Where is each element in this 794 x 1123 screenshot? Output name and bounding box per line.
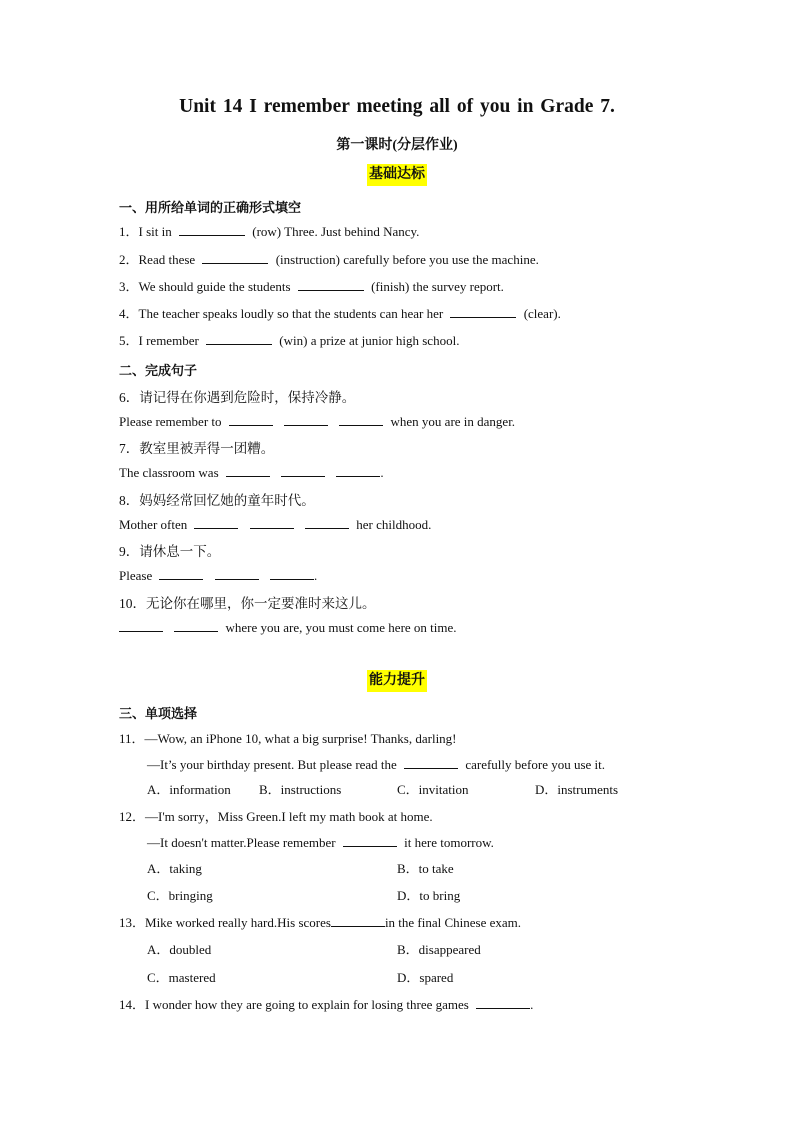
question-7: The classroom was . — [119, 465, 384, 480]
answer-blank[interactable] — [298, 278, 364, 291]
option-11-a[interactable]: A．information — [147, 782, 231, 797]
question-7-chinese: 7．教室里被弄得一团糟。 — [119, 441, 275, 456]
question-10: where you are, you must come here on time. — [119, 619, 457, 637]
option-13-b[interactable]: B．disappeared — [397, 942, 481, 957]
answer-blank[interactable] — [206, 332, 272, 345]
option-13-d[interactable]: D．spared — [397, 970, 454, 985]
option-12-a[interactable]: A．taking — [147, 861, 202, 876]
option-12-c[interactable]: C．bringing — [147, 888, 213, 903]
answer-blank[interactable] — [331, 914, 385, 927]
ability-badge-wrap — [0, 670, 794, 692]
question-4: 4．The teacher speaks loudly so that the students can hear her (clear). — [119, 306, 561, 321]
option-12-d[interactable]: D．to bring — [397, 888, 461, 903]
answer-blank[interactable] — [226, 464, 270, 477]
answer-blank[interactable] — [119, 619, 163, 632]
part2-heading: 二、完成句子 — [119, 363, 198, 378]
question-3: 3．We should guide the students (finish) the survey report. — [119, 279, 504, 294]
question-11: 11．—Wow, an iPhone 10, what a big surprise! Thanks, darling! — [119, 731, 457, 746]
question-8-chinese: 8．妈妈经常回忆她的童年时代。 — [119, 493, 315, 508]
answer-blank[interactable] — [159, 567, 203, 580]
answer-blank[interactable] — [250, 516, 294, 529]
answer-blank[interactable] — [404, 756, 458, 769]
page-title: Unit 14 I remember meeting all of you in Grade 7. — [179, 96, 615, 117]
option-13-c[interactable]: C．mastered — [147, 970, 216, 985]
question-8: Mother often her childhood. — [119, 517, 432, 532]
question-13: 13．Mike worked really hard.His scores in the final Chinese exam. — [119, 915, 522, 930]
page-subtitle: 第一课时(分层作业) — [336, 138, 458, 153]
answer-blank[interactable] — [336, 464, 380, 477]
answer-blank[interactable] — [339, 413, 383, 426]
option-13-a[interactable]: A．doubled — [147, 942, 212, 957]
answer-blank[interactable] — [202, 251, 268, 264]
answer-blank[interactable] — [305, 516, 349, 529]
answer-blank[interactable] — [174, 619, 218, 632]
ability-level-badge: 能力提升 — [367, 670, 427, 692]
answer-blank[interactable] — [281, 464, 325, 477]
answer-blank[interactable] — [450, 305, 516, 318]
answer-blank[interactable] — [229, 413, 273, 426]
answer-blank[interactable] — [284, 413, 328, 426]
part1-heading: 一、用所给单词的正确形式填空 — [119, 200, 302, 215]
basic-level-badge: 基础达标 — [367, 164, 427, 186]
question-1: 1．I sit in (row) Three. Just behind Nancy. — [119, 224, 420, 239]
answer-blank[interactable] — [179, 223, 245, 236]
question-9: Please . — [119, 568, 318, 583]
part3-heading: 三、单项选择 — [119, 706, 198, 721]
answer-blank[interactable] — [476, 996, 530, 1009]
basic-badge-wrap — [0, 164, 794, 186]
option-12-b[interactable]: B．to take — [397, 861, 454, 876]
option-11-b[interactable]: B．instructions — [259, 782, 342, 797]
answer-blank[interactable] — [343, 834, 397, 847]
question-11-line2: —It’s your birthday present. But please read the carefully before you use it. — [147, 757, 606, 772]
question-10-chinese: 10．无论你在哪里，你一定要准时来这儿。 — [119, 596, 376, 611]
question-12-line2: —It doesn't matter.Please remember it here tomorrow. — [147, 835, 494, 850]
question-12: 12．—I'm sorry，Miss Green.I left my math book at home. — [119, 809, 433, 824]
answer-blank[interactable] — [270, 567, 314, 580]
question-14: 14．I wonder how they are going to explain for losing three games . — [119, 997, 534, 1012]
answer-blank[interactable] — [194, 516, 238, 529]
question-6: Please remember to when you are in danger. — [119, 414, 516, 429]
option-11-c[interactable]: C．invitation — [397, 782, 469, 797]
question-9-chinese: 9．请休息一下。 — [119, 544, 221, 559]
answer-blank[interactable] — [215, 567, 259, 580]
option-11-d[interactable]: D．instruments — [535, 782, 619, 797]
question-6-chinese: 6．请记得在你遇到危险时，保持冷静。 — [119, 390, 356, 405]
question-2: 2．Read these (instruction) carefully before you use the machine. — [119, 252, 539, 267]
question-5: 5．I remember (win) a prize at junior high school. — [119, 333, 460, 348]
